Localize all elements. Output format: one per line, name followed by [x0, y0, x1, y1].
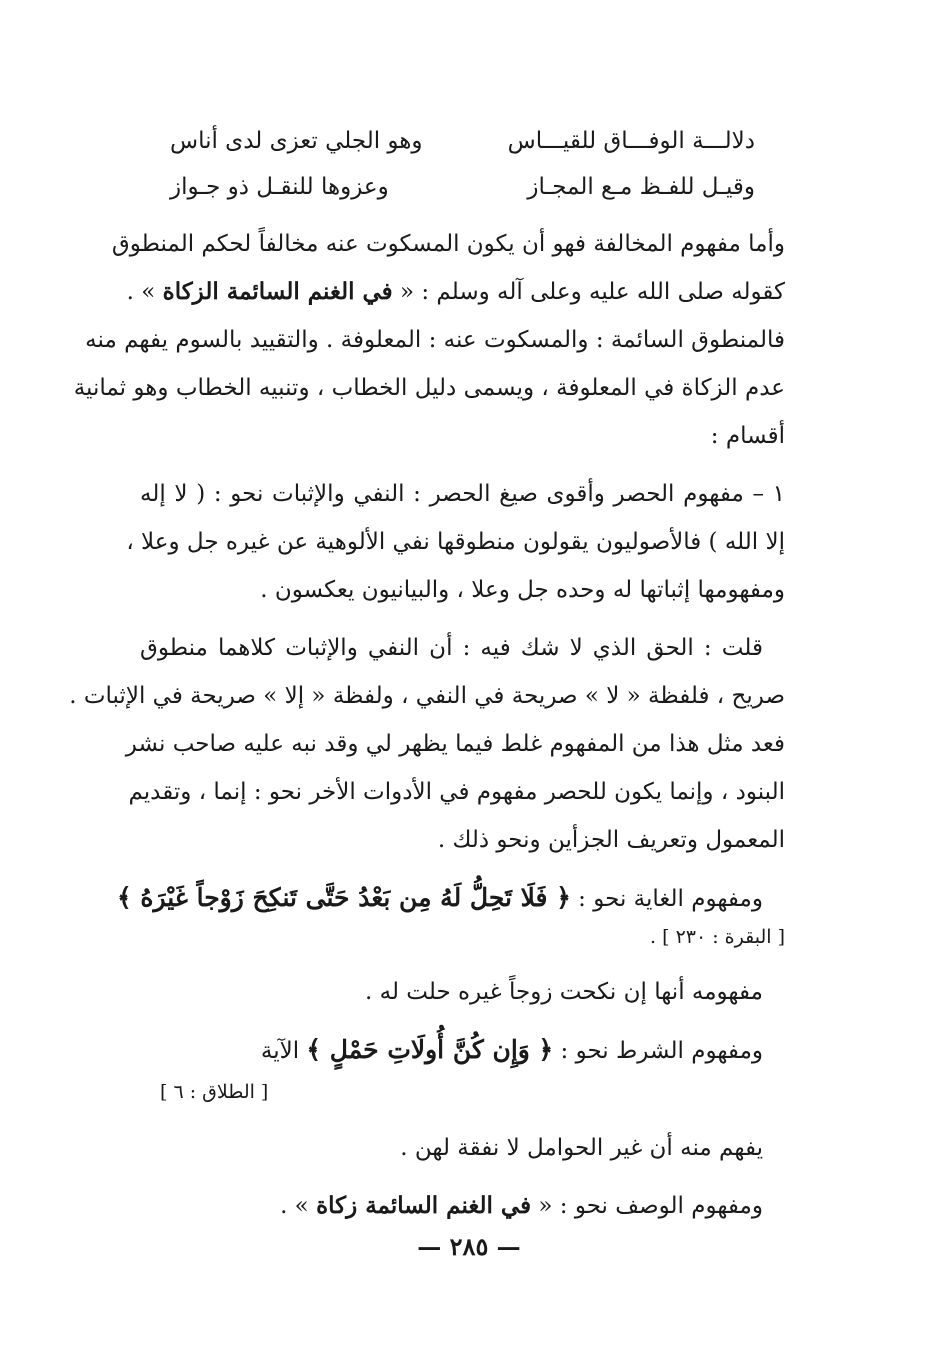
verse-line-2: [140, 164, 785, 210]
text-line: ومفهومها إثباتها له وحده جل وعلا ، والبيانيون يعكسون .: [260, 577, 785, 603]
text-line: ومفهوم الوصف نحو : « في الغنم السائمة زكاة » .: [280, 1192, 763, 1219]
text-line: ومفهوم الشرط نحو : ﴿ وَإِن كُنَّ أُولَاتِ حَمْلٍ ﴾ الآية: [260, 1035, 763, 1064]
page-number: — ٢٨٥ —: [417, 1232, 521, 1261]
text-line: المعمول وتعريف الجزأين ونحو ذلك .: [437, 827, 785, 853]
text-line: أقسام :: [710, 423, 785, 449]
paragraph-shart: [140, 1026, 785, 1114]
text-line: البنود ، وإنما يكون للحصر مفهوم في الأدوات الأخر نحو : إنما ، وتقديم: [128, 779, 785, 805]
paragraph-hasr: [126, 470, 785, 614]
verse-hemistich-left: وعزوها للنقـل ذو جـواز: [170, 174, 389, 200]
paragraph-mukhalafa: [73, 220, 785, 460]
text-line: قلت : الحق الذي لا شك فيه : أن النفي والإثبات كلاهما منطوق: [140, 635, 763, 661]
text-line: كقوله صلى الله عليه وعلى آله وسلم : « في الغنم السائمة الزكاة » .: [126, 278, 785, 305]
quran-reference: [ البقرة : ٢٣٠ ] .: [650, 926, 785, 948]
quran-verse: ﴿ وَإِن كُنَّ أُولَاتِ حَمْلٍ ﴾: [306, 1035, 554, 1064]
text-line: فالمنطوق السائمة : والمسكوت عنه : المعلوفة . والتقييد بالسوم يفهم منه: [85, 327, 785, 353]
verse-hemistich-right: وقيـل للفـظ مـع المجـاز: [527, 174, 755, 200]
text-line: إلا الله ) فالأصوليون يقولون منطوقها نفي الألوهية عن غيره جل وعلا ،: [126, 529, 785, 555]
verse-line-1: [140, 118, 785, 164]
hadith-quote: في الغنم السائمة الزكاة: [162, 278, 393, 305]
text-line: مفهومه أنها إن نكحت زوجاً غيره حلت له .: [364, 979, 763, 1005]
verse-hemistich-right: دلالـــة الوفـــاق للقيـــاس: [507, 128, 755, 154]
text-line: صريح ، فلفظة « لا » صريحة في النفي ، ولفظة « إلا » صريحة في الإثبات .: [69, 683, 785, 709]
quran-verse: ﴿ فَلَا تَحِلُّ لَهُ مِن بَعْدُ حَتَّى تَنكِحَ زَوْجاً غَيْرَهُ ﴾: [117, 883, 571, 912]
quran-reference: [ الطلاق : ٦ ]: [160, 1081, 269, 1103]
verse-hemistich-left: وهو الجلي تعزى لدى أناس: [170, 128, 423, 154]
paragraph-ghaya: [117, 874, 785, 958]
paragraph-qultu: [69, 624, 785, 864]
hadith-quote: في الغنم السائمة زكاة: [316, 1192, 532, 1219]
text-line: وأما مفهوم المخالفة فهو أن يكون المسكوت عنه مخالفاً لحكم المنطوق: [111, 231, 785, 257]
text-line: عدم الزكاة في المعلوفة ، ويسمى دليل الخطاب ، وتنبيه الخطاب وهو ثمانية: [73, 375, 785, 401]
text-line: ومفهوم الغاية نحو : ﴿ فَلَا تَحِلُّ لَهُ مِن بَعْدُ حَتَّى تَنكِحَ زَوْجاً غَيْرَهُ ﴾: [117, 883, 763, 912]
text-line: فعد مثل هذا من المفهوم غلط فيما يظهر لي وقد نبه عليه صاحب نشر: [125, 731, 785, 757]
page-body: [69, 118, 785, 1230]
text-line: ١ – مفهوم الحصر وأقوى صيغ الحصر : النفي والإثبات نحو : ( لا إله: [140, 481, 785, 507]
text-line: يفهم منه أن غير الحوامل لا نفقة لهن .: [400, 1135, 763, 1161]
